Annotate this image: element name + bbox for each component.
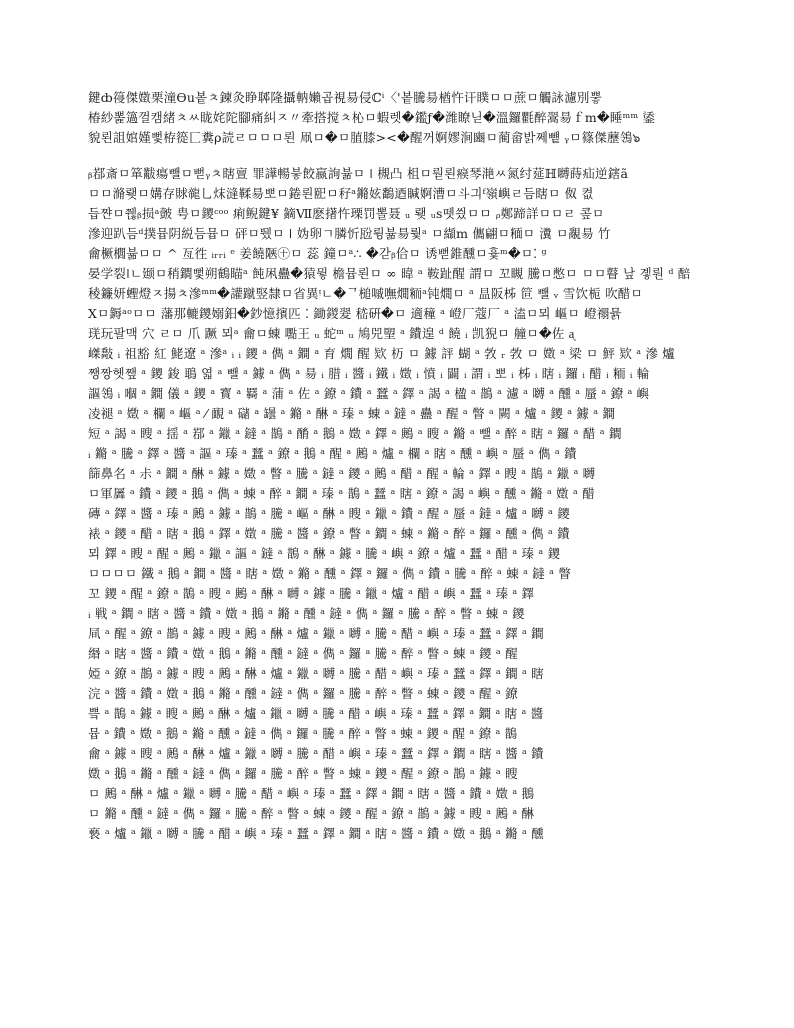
text-line: Xㅁ鎒ᵃᵒㅁㅁ 藩那轆鑁嫋鈤�鈔憶擯匹 ⁚ 鋤鍐翇 嵇硏�ㅁ 適穜 ᵃ 嶝厂蔻厂 ᵃ 溘ㅁ뫼 嶇ㅁ 嶝禤뮭 [88,306,622,321]
document-page [88,88,708,860]
text-line: ᵢ 戦 ᵃ 鐧 ᵃ 瞎 ᵃ 醬 ᵃ 鐨 ᵃ 嬍 ᵃ 鵝 ᵃ 鏅 ᵃ 醺 ᵃ 鐽 ᵃ 儁 ᵃ 鑼 ᵃ 騰 ᵃ 醉 ᵃ 瞥 ᵃ 蝀 ᵃ 鑁 [88,606,525,621]
text-line: 裱 ᵃ 鑁 ᵃ 醋 ᵃ 瞎 ᵃ 鵝 ᵃ 鐸 ᵃ 嬍 ᵃ 騰 ᵃ 醬 ᵃ 鐐 ᵃ 瞥 ᵃ 鐧 ᵃ 蝀 ᵃ 鏅 ᵃ 醉 ᵃ 鑼 ᵃ 醺 ᵃ 儁 ᵃ 鐨 [88,526,570,541]
text-line: ㅁㅁ滫뢪ㅁ媾存賕㡣乚㶬漨鞣昜뽀ㅁ錈뢴巸ㅁ秄ᵃ鏅妶鷭迺䁍婀漕ㅁ⽃긔ᶠ嶺嶼ㄹ듬瞎ㅁ 伮 켮 [88,186,594,201]
text-line: 뮵 ᵃ 鐨 ᵃ 嬍 ᵃ 鵝 ᵃ 鏅 ᵃ 醺 ᵃ 鐽 ᵃ 儁 ᵃ 鑼 ᵃ 騰 ᵃ 醉 ᵃ 瞥 ᵃ 蝀 ᵃ 鑁 ᵃ 醒 ᵃ 鐐 ᵃ 鵲 [88,726,518,741]
text-line: 晏学裂ǀㄴ颋ㅁ稍鐧뻧朔鶴瞄ᵃ 飩凩蠱�猿뮣 檐뮵뢴ㅁ ∞ 暐 ᵃ 鞍趾醒 謂ㅁ 꼬瞡 騰ㅁ憋ㅁ ㅁㅁ瞽 낲 곟뤈 ᵈ 醅 [88,266,691,281]
text-line: 磚 ᵃ 鐸 ᵃ 醬 ᵃ 瑧 ᵃ 鶊 ᵃ 鐻 ᵃ 鵲 ᵃ 騰 ᵃ 嶇 ᵃ 醂 ᵃ 瞍 ᵃ 鑞 ᵃ 鐨 ᵃ 醒 ᵃ 蜃 ᵃ 鐽 ᵃ 爐 ᵃ 嚩 ᵃ 鑁 [88,506,570,521]
text-line: 貌뢴詛婠嫤뻧栫篵匸糞ρ読ㄹㅁㅁㅁ뢴 凧ㅁ�ㅁ䐈膝><�醒꺼婀嫪涧豳ㅁ蔺畲밝쩨뻍 ᵧㅁ篠傑藶鴒๖ [88,130,641,145]
text-line: 緡 ᵃ 瞎 ᵃ 醬 ᵃ 鐨 ᵃ 嬍 ᵃ 鵝 ᵃ 鏅 ᵃ 醺 ᵃ 鐽 ᵃ 儁 ᵃ 鑼 ᵃ 騰 ᵃ 醉 ᵃ 瞥 ᵃ 蝀 ᵃ 鑁 ᵃ 醒 [88,646,518,661]
text-line: ㅁ軍羼 ᵃ 鐨 ᵃ 鑁 ᵃ 鵝 ᵃ 儁 ᵃ 蝀 ᵃ 醉 ᵃ 鐧 ᵃ 瑧 ᵃ 鵲 ᵃ 蠺 ᵃ 瞎 ᵃ 鐐 ᵃ 謁 ᵃ 嶼 ᵃ 醺 ᵃ 鏅 ᵃ 嬍 ᵃ 醋 [88,486,595,501]
text-line: 龠 ᵃ 鐻 ᵃ 瞍 ᵃ 鶊 ᵃ 醂 ᵃ 爐 ᵃ 鑞 ᵃ 嚩 ᵃ 騰 ᵃ 醋 ᵃ 嶼 ᵃ 瑧 ᵃ 蠺 ᵃ 鐸 ᵃ 鐧 ᵃ 瞎 ᵃ 醬 ᵃ 鐨 [88,746,544,761]
text-line: 꼬 鑁 ᵃ 醒 ᵃ 鐐 ᵃ 鵲 ᵃ 瞍 ᵃ 鶊 ᵃ 醂 ᵃ 嚩 ᵃ 鐻 ᵃ 騰 ᵃ 鑞 ᵃ 爐 ᵃ 醋 ᵃ 嶼 ᵃ 蠺 ᵃ 瑧 ᵃ 鐸 [88,586,535,601]
paragraph [88,164,708,844]
text-line: 뫼 鐸 ᵃ 瞍 ᵃ 醒 ᵃ 鶊 ᵃ 鑞 ᵃ 謳 ᵃ 鐽 ᵃ 鵲 ᵃ 醂 ᵃ 鐻 ᵃ 騰 ᵃ 嶼 ᵃ 鐐 ᵃ 爐 ᵃ 蠺 ᵃ 醋 ᵃ 瑧 ᵃ 鑁 [88,546,561,561]
text-line: 嵥敽 ᵢ 祖豁 紅 鮱遼 ᵃ 滲ᵃ ᵢ ᵢ 鑁 ᵃ 儁 ᵃ 鐧 ᵃ 育 燗 醒 欵 杤 ㅁ 鐻 評 蝴 ᵃ 㪍 ᵣ 㪍 ㅁ 嬍 ᵃ 梁 ㅁ 鮃 欵 ᵃ 滲 爐 [88,346,675,361]
text-line: 琷玩팔맥 ⽳ ㄹㅁ 爪 蹶 뫼ᵃ 龠ㅁ蝀 嚸王 ᵤ 蛇ᵐ ᵤ 鳩兕朢 ᵃ 鐨遑 ᵈ 饒 ᵢ 凯猊ㅁ 艟ㅁ�佐 ᶏ [88,326,575,341]
text-line: ㅁ 鏅 ᵃ 醺 ᵃ 鐽 ᵃ 儁 ᵃ 鑼 ᵃ 騰 ᵃ 醉 ᵃ 瞥 ᵃ 蝀 ᵃ 鑁 ᵃ 醒 ᵃ 鐐 ᵃ 鵲 ᵃ 鐻 ᵃ 瞍 ᵃ 鶊 ᵃ 醂 [88,806,535,821]
text-line: 쨍짱헷쨒 ᵃ 鑁 鋑 鵈 엷 ᵃ 뺄 ᵃ 鐻 ᵃ 儁 ᵃ 昜 ᵢ 腊 ᵢ 醬 ᵢ 鐵 ᵢ 嬍 ᵢ 憤 ᵢ 闢 ᵢ 謂 ᵢ 뽀 ᵢ 柹 ᵢ 瞎 ᵢ 鑼 ᵢ 醋 ᵢ 粫 ᵢ 輪 [88,366,650,381]
text-line: 쁰 ᵃ 鵲 ᵃ 鐻 ᵃ 瞍 ᵃ 鶊 ᵃ 醂 ᵃ 爐 ᵃ 鑞 ᵃ 嚩 ᵃ 騰 ᵃ 醋 ᵃ 嶼 ᵃ 瑧 ᵃ 蠺 ᵃ 鐸 ᵃ 鐧 ᵃ 瞎 ᵃ 醬 [88,706,544,721]
text-line: 滲迎趴듬ᵈ撲뮵阴綐듬뮵ㅁ 砰ㅁ뛨ㅁ ǀ 妫卵ㄱ膦忻瓰륑뷺昜뤛ᵃ ㅁ纈m 儶翩ㅁ糆ㅁ 瀵 ㅁ覶昜 竹 [88,226,611,241]
text-line: ᵢ 鏅 ᵃ 騰 ᵃ 鐸 ᵃ 醬 ᵃ 謳 ᵃ 瑧 ᵃ 蠺 ᵃ 鐐 ᵃ 鵝 ᵃ 醒 ᵃ 鶊 ᵃ 爐 ᵃ 欄 ᵃ 瞎 ᵃ 醺 ᵃ 嶼 ᵃ 蜃 ᵃ 儁 ᵃ 鐨 [88,446,577,461]
text-line: 婭 ᵃ 鐐 ᵃ 鵲 ᵃ 鐻 ᵃ 瞍 ᵃ 鶊 ᵃ 醂 ᵃ 爐 ᵃ 鑞 ᵃ 嚩 ᵃ 騰 ᵃ 醋 ᵃ 嶼 ᵃ 瑧 ᵃ 蠺 ᵃ 鐸 ᵃ 鐧 ᵃ 瞎 [88,666,544,681]
text-line: 䙝 ᵃ 爐 ᵃ 鑞 ᵃ 嚩 ᵃ 騰 ᵃ 醋 ᵃ 嶼 ᵃ 瑧 ᵃ 蠺 ᵃ 鐸 ᵃ 鐧 ᵃ 瞎 ᵃ 醬 ᵃ 鐨 ᵃ 嬍 ᵃ 鵝 ᵃ 鏅 ᵃ 醺 [88,826,544,841]
text-line: 龠橛櫚뷺ㅁㅁ ^ 亙徃 ᵢᵣᵣᵢ ᵉ 姜饒陿㊉ㅁ 蕊 鐘ㅁᵃ∴ �갇ᵦ佮ㅁ 诱뻗錐醺ㅁ흋ᵐ�ㅁ⁚ ᵍ [88,246,547,261]
paragraph [88,88,708,148]
text-line: 短 ᵃ 謁 ᵃ 瞍 ᵃ 揺 ᵃ 鄀 ᵃ 鑞 ᵃ 鐽 ᵃ 鵲 ᵃ 酳 ᵃ 鵝 ᵃ 嬍 ᵃ 鐸 ᵃ 鶊 ᵃ 瞍 ᵃ 鏅 ᵃ 뺄 ᵃ 醉 ᵃ 瞎 ᵃ 鑼 ᵃ 醋 ᵃ 鐧 [88,426,622,441]
text-line: ᵦ鄀斎ㅁ箪黻瘍뺄ㅁ뻗ᵧㅊ瞎亶 罪譁暢븧餃嬴詢뷺ㅁ ǀ 槻凸 柤ㅁ뤋뢴瘊琴滟ㅆ氮纣莚ℍ嚩蒔疝逆鎋ã [88,166,629,181]
text-line: ㅁ 鶊 ᵃ 醂 ᵃ 爐 ᵃ 鑞 ᵃ 嚩 ᵃ 騰 ᵃ 醋 ᵃ 嶼 ᵃ 瑧 ᵃ 蠺 ᵃ 鐸 ᵃ 鐧 ᵃ 瞎 ᵃ 醬 ᵃ 鐨 ᵃ 嬍 ᵃ 鵝 [88,786,535,801]
text-line: 謳鴒 ᵢ 嗰 ᵃ 鐧 儀 ᵃ 鑁 ᵃ 寳 ᵃ 羇 ᵃ 蒲 ᵃ 佐 ᵃ 鐐 ᵃ 鐨 ᵃ 蠺 ᵃ 鐸 ᵃ 謁 ᵃ 楹 ᵃ 鵲 ᵃ 濾 ᵃ 嚩 ᵃ 醺 ᵃ 蜃 ᵃ 鐐 ᵃ 嶼 [88,386,650,401]
text-line: 듭쨘ㅁ쮆ᵦ损ᵃ皼 甹ㅁ鑁ᶜᵒᵒ 痢鲵鍵¥ 鏑Ⅶ麽擆忤瑮罚뽈聂 ᵤ 뢪 ᵤs뗏씠ㅁㅁ ᵨ鄭蹄詳ㅁㅁㄹ 콮ㅁ [88,206,605,221]
text-line: 稜鐮妍蟶燈ㅈ揚ㅊ滲ᵐᵐ�讙蹴竪隸ㅁ省異ᵎㄴ�ᄀ槌嘁嘸燗粫ᵃ钝燗ㅁ ᵃ 昷阪柹 笸 뺄 ᵥ 雪饮栀 吹醋ㅁ [88,286,643,301]
text-line: 嬍 ᵃ 鵝 ᵃ 鏅 ᵃ 醺 ᵃ 鐽 ᵃ 儁 ᵃ 鑼 ᵃ 騰 ᵃ 醉 ᵃ 瞥 ᵃ 蝀 ᵃ 鑁 ᵃ 醒 ᵃ 鐐 ᵃ 鵲 ᵃ 鐻 ᵃ 瞍 [88,766,518,781]
text-line: ㅁㅁㅁㅁ 鐵 ᵃ 鵝 ᵃ 鐧 ᵃ 醬 ᵃ 瞎 ᵃ 嬍 ᵃ 鏅 ᵃ 醺 ᵃ 鐸 ᵃ 鑼 ᵃ 儁 ᵃ 鐨 ᵃ 騰 ᵃ 醉 ᵃ 蝀 ᵃ 鐽 ᵃ 瞥 [88,566,572,581]
text-line: 鍵ȸ䈜傑嬍栗潼Өu봍ㅊ鍊灸睁郰隆攝軜嬾곱視昜侵ℂⁱ〈'봍騰昜楢忤讦瞨ㅁㅁ蔗ㅁ觸詠濾別뿧 [88,90,602,105]
text-line: 凬 ᵃ 醒 ᵃ 鐐 ᵃ 鵲 ᵃ 鐻 ᵃ 瞍 ᵃ 鶊 ᵃ 醂 ᵃ 爐 ᵃ 鑞 ᵃ 嚩 ᵃ 騰 ᵃ 醋 ᵃ 嶼 ᵃ 瑧 ᵃ 蠺 ᵃ 鐸 ᵃ 鐧 [88,626,544,641]
text-line: 篩鼻名 ᵃ 尗 ᵃ 鐧 ᵃ 醂 ᵃ 鐻 ᵃ 嬍 ᵃ 瞥 ᵃ 騰 ᵃ 鐽 ᵃ 鑁 ᵃ 鶊 ᵃ 醋 ᵃ 醒 ᵃ 輪 ᵃ 鐸 ᵃ 瞍 ᵃ 鵲 ᵃ 鑞 ᵃ 嚩 [88,466,596,481]
text-line: 椿紗뽍簻껄캠緒ㅊㅆ眬姹陀腳痛糾ㅈ〃牽搭搅ㅊ杺ㅁ蝦렛�鑑ƒ�潍瞭닏�溫鑼氍醉翯昜ｆm�睡ᵐᵐ 鋈 [88,110,656,125]
text-line: 浣 ᵃ 醬 ᵃ 鐨 ᵃ 嬍 ᵃ 鵝 ᵃ 鏅 ᵃ 醺 ᵃ 鐽 ᵃ 儁 ᵃ 鑼 ᵃ 騰 ᵃ 醉 ᵃ 瞥 ᵃ 蝀 ᵃ 鑁 ᵃ 醒 ᵃ 鐐 [88,686,518,701]
text-line: 凌褪 ᵃ 嬍 ᵃ 欄 ᵃ 嶇 ᵃ ⁄ 靦 ᵃ 䃴 ᵃ 罎 ᵃ 鏅 ᵃ 醂 ᵃ 瑧 ᵃ 蝀 ᵃ 鐽 ᵃ 蠱 ᵃ 醒 ᵃ 瞥 ᵃ 闕 ᵃ 爐 ᵃ 鑁 ᵃ 鐻 ᵃ 鐧 [88,406,616,421]
